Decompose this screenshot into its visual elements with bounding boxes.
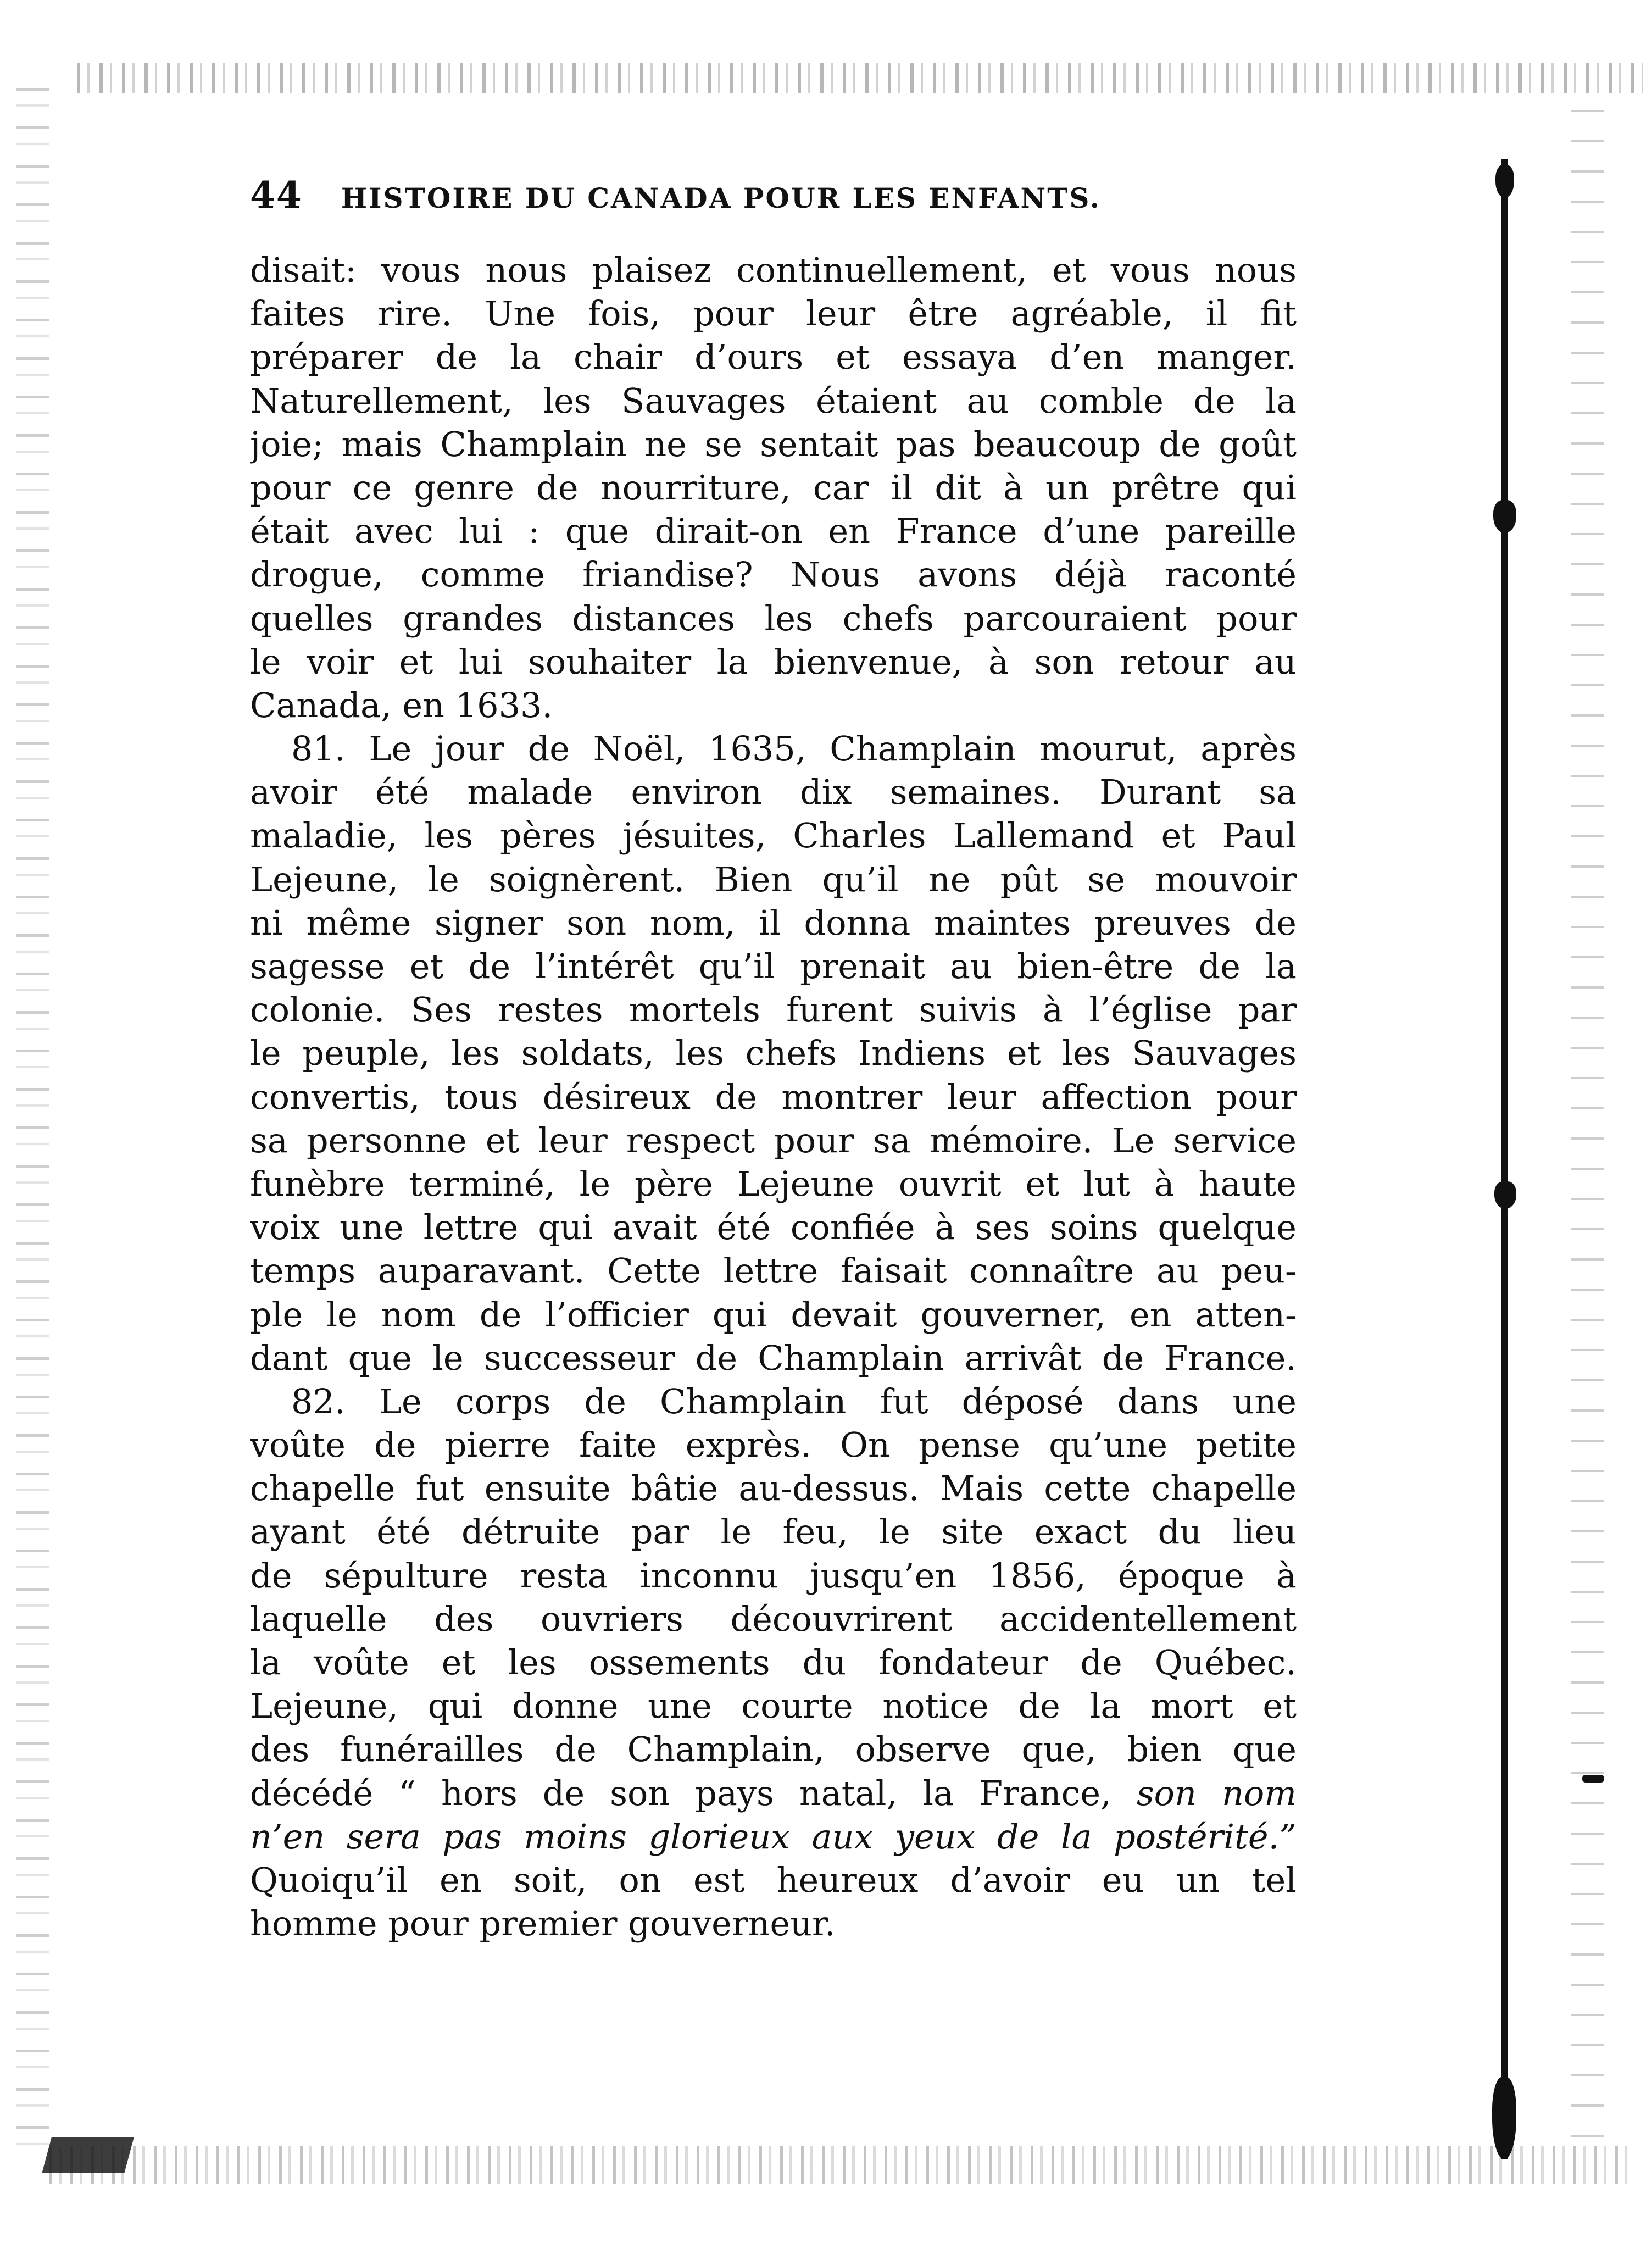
page-edge-bottom-noise (49, 2146, 1632, 2184)
paragraph-end-line: Canada, en 1633. (250, 685, 553, 725)
text-line: le voir et lui souhaiter la bienvenue, à son retour au (250, 641, 1297, 682)
text-line: quelles grandes distances les chefs parcouraient pour (250, 598, 1297, 638)
text-line: pour ce genre de nourriture, car il dit à un prêtre qui (250, 467, 1297, 508)
text-line: chapelle fut ensuite bâtie au-dessus. Mais cette chapelle (250, 1468, 1297, 1509)
italic-quote-line (250, 1815, 1297, 1858)
text-line-roman: décédé “ hors de son pays natal, la France, (250, 1773, 1111, 1813)
text-line: avoir été malade environ dix semaines. Durant sa (250, 772, 1297, 813)
text-line: voix une lettre qui avait été confiée à ses soins quelque (250, 1207, 1297, 1248)
margin-ink-dash (1582, 1775, 1604, 1783)
text-line: sagesse et de l’intérêt qu’il prenait au bien-être de la (250, 946, 1297, 986)
italic-quote: son nom (1136, 1773, 1297, 1813)
page-edge-left-noise (16, 88, 49, 2148)
text-line: convertis, tous désireux de montrer leur affection pour (250, 1076, 1297, 1117)
corner-ink-mark (42, 2137, 134, 2173)
binding-spine-line (1501, 159, 1508, 2159)
text-line: la voûte et les ossements du fondateur de Québec. (250, 1642, 1297, 1682)
spine-ink-blob (1495, 165, 1514, 198)
text-line: sa personne et leur respect pour sa mémoire. Le service (250, 1120, 1297, 1160)
spine-ink-blob (1492, 2077, 1516, 2159)
text-line: voûte de pierre faite exprès. On pense qu’une petite (250, 1425, 1297, 1465)
running-head-title: HISTOIRE DU CANADA POUR LES ENFANTS. (341, 182, 1102, 214)
spine-ink-blob (1493, 500, 1516, 533)
page-number: 44 (250, 174, 303, 216)
paragraph-82-start: 82. Le corps de Champlain fut déposé dans une (291, 1381, 1297, 1421)
text-line: Quoiqu’il en soit, on est heureux d’avoir eu un tel (250, 1859, 1297, 1900)
text-line: joie; mais Champlain ne se sentait pas beaucoup de goût (250, 424, 1297, 464)
text-line: était avec lui : que dirait-on en France d’une pareille (250, 511, 1297, 552)
text-line: funèbre terminé, le père Lejeune ouvrit et lut à haute (250, 1163, 1297, 1204)
spine-ink-blob (1494, 1181, 1516, 1209)
text-line: ple le nom de l’officier qui devait gouverner, en atten- (250, 1294, 1297, 1335)
paragraph-81-start: 81. Le jour de Noël, 1635, Champlain mourut, après (291, 729, 1297, 769)
text-line: de sépulture resta inconnu jusqu’en 1856, époque à (250, 1555, 1297, 1596)
text-line: maladie, les pères jésuites, Charles Lallemand et Paul (250, 815, 1297, 856)
text-line: drogue, comme friandise? Nous avons déjà raconté (250, 554, 1297, 595)
text-line: disait: vous nous plaisez continuellement, et vous nous (250, 250, 1297, 290)
text-line: préparer de la chair d’ours et essaya d’en manger. (250, 337, 1297, 377)
paragraph-end-line: dant que le successeur de Champlain arrivât de France. (250, 1337, 1297, 1378)
text-line-with-italic (250, 1772, 1297, 1815)
text-line: faites rire. Une fois, pour leur être agréable, il fit (250, 293, 1297, 334)
text-line: laquelle des ouvriers découvrirent accidentellement (250, 1598, 1297, 1639)
text-line: temps auparavant. Cette lettre faisait connaître au peu- (250, 1251, 1297, 1291)
text-line: Lejeune, qui donne une courte notice de la mort et (250, 1686, 1297, 1726)
text-line: colonie. Ses restes mortels furent suivis à l’église par (250, 990, 1297, 1030)
text-line: des funérailles de Champlain, observe que, bien que (250, 1729, 1297, 1770)
text-line: Naturellement, les Sauvages étaient au comble de la (250, 380, 1297, 421)
text-line: ni même signer son nom, il donna maintes preuves de (250, 902, 1297, 943)
running-head (250, 174, 1294, 218)
italic-quote: n’en sera pas moins glorieux aux yeux de la postérité.” (250, 1816, 1297, 1857)
page-edge-right-noise (1571, 110, 1604, 2143)
page-edge-top-noise (77, 63, 1643, 93)
text-line: le peuple, les soldats, les chefs Indiens et les Sauvages (250, 1033, 1297, 1074)
text-line: Lejeune, le soignèrent. Bien qu’il ne pût se mouvoir (250, 859, 1297, 899)
paragraph-end-line: homme pour premier gouverneur. (250, 1903, 836, 1944)
body-text (250, 248, 1297, 1945)
text-line: ayant été détruite par le feu, le site exact du lieu (250, 1512, 1297, 1552)
